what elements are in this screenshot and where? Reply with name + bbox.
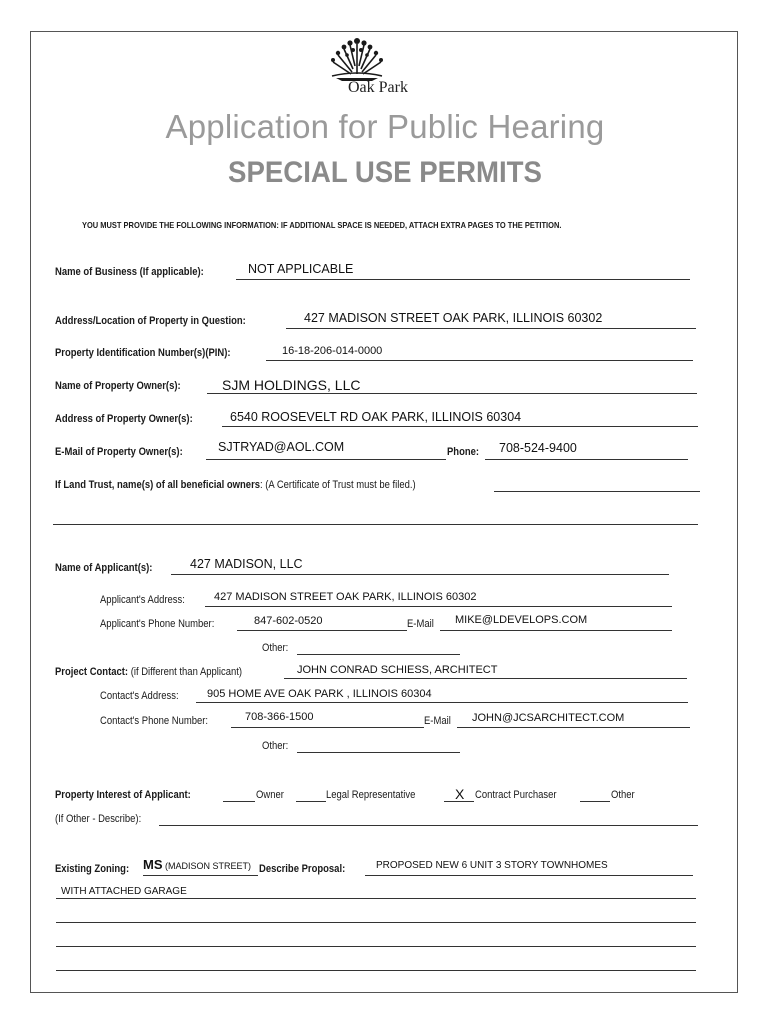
legal-rep-option: Legal Representative: [326, 789, 416, 801]
owner-email-value[interactable]: SJTRYAD@AOL.COM: [218, 440, 345, 454]
instructions: YOU MUST PROVIDE THE FOLLOWING INFORMATION: IF ADDITIONAL SPACE IS NEEDED, ATTACH EXTRA PAGES TO THE PETITION.: [82, 220, 562, 230]
existing-zoning-label: Existing Zoning:: [55, 863, 130, 875]
pin-value[interactable]: 16-18-206-014-0000: [282, 345, 383, 357]
owner-name-line: [207, 393, 697, 394]
contact-other-label: Other:: [262, 740, 289, 752]
existing-zoning-note: (MADISON STREET): [165, 861, 252, 871]
owner-name-label: Name of Property Owner(s):: [55, 380, 181, 392]
contact-email-label: E-Mail: [424, 715, 451, 727]
form-subtitle: SPECIAL USE PERMITS: [228, 156, 542, 189]
pin-line: [266, 360, 693, 361]
logo-text: Oak Park: [348, 79, 408, 96]
owner-address-label: Address of Property Owner(s):: [55, 413, 193, 425]
other-option: Other: [611, 789, 635, 801]
proposal-line-5[interactable]: [56, 970, 696, 971]
proposal-line-3[interactable]: [56, 922, 696, 923]
existing-zoning-line: [143, 875, 258, 876]
business-name-value[interactable]: NOT APPLICABLE: [248, 262, 354, 276]
form-title: Application for Public Hearing: [165, 108, 605, 145]
contact-phone-value[interactable]: 708-366-1500: [245, 711, 314, 723]
owner-name-value[interactable]: SJM HOLDINGS, LLC: [222, 377, 361, 393]
land-trust-line-2[interactable]: [53, 524, 698, 525]
other-option-line[interactable]: [580, 801, 610, 802]
applicant-phone-line: [237, 630, 407, 631]
contact-address-value[interactable]: 905 HOME AVE OAK PARK , ILLINOIS 60304: [207, 688, 432, 700]
contact-phone-label: Contact's Phone Number:: [100, 715, 209, 727]
pin-label: Property Identification Number(s)(PIN):: [55, 347, 231, 359]
applicant-name-line: [171, 574, 669, 575]
project-contact-line: [284, 678, 687, 679]
owner-phone-label: Phone:: [447, 446, 480, 458]
owner-option: Owner: [256, 789, 284, 801]
tree-logo-icon: [322, 36, 392, 82]
land-trust-label: If Land Trust, name(s) of all beneficial owners: (A Certificate of Trust must be filed.): [55, 479, 416, 491]
existing-zoning-value[interactable]: MS: [143, 857, 163, 872]
contact-email-line: [457, 727, 690, 728]
describe-proposal-value-2[interactable]: WITH ATTACHED GARAGE: [61, 886, 187, 897]
project-contact-value[interactable]: JOHN CONRAD SCHIESS, ARCHITECT: [297, 664, 498, 676]
owner-address-line: [222, 426, 698, 427]
proposal-line-2: [56, 898, 696, 899]
business-name-label: Name of Business (If applicable):: [55, 266, 204, 278]
applicant-email-label: E-Mail: [407, 618, 434, 630]
contact-email-value[interactable]: JOHN@JCSARCHITECT.COM: [472, 712, 625, 724]
applicant-name-value[interactable]: 427 MADISON, LLC: [190, 557, 303, 571]
land-trust-line[interactable]: [494, 491, 700, 492]
applicant-email-line: [440, 630, 672, 631]
contact-address-label: Contact's Address:: [100, 690, 179, 702]
business-name-line: [236, 279, 690, 280]
contact-other-line[interactable]: [297, 752, 460, 753]
contact-phone-line: [231, 727, 424, 728]
contact-address-line: [196, 702, 688, 703]
applicant-name-label: Name of Applicant(s):: [55, 562, 153, 574]
owner-address-value[interactable]: 6540 ROOSEVELT RD OAK PARK, ILLINOIS 60304: [230, 410, 522, 424]
applicant-address-line: [205, 606, 672, 607]
applicant-other-line[interactable]: [297, 654, 460, 655]
project-contact-label: Project Contact: (if Different than Applicant): [55, 666, 243, 678]
contract-purchaser-mark[interactable]: X: [455, 786, 465, 802]
property-address-line: [286, 328, 696, 329]
describe-proposal-line: [365, 875, 693, 876]
property-address-value[interactable]: 427 MADISON STREET OAK PARK, ILLINOIS 60302: [304, 311, 603, 325]
owner-phone-value[interactable]: 708-524-9400: [499, 441, 577, 455]
applicant-phone-value[interactable]: 847-602-0520: [254, 615, 323, 627]
describe-proposal-value[interactable]: PROPOSED NEW 6 UNIT 3 STORY TOWNHOMES: [376, 860, 608, 871]
applicant-email-value[interactable]: MIKE@LDEVELOPS.COM: [455, 614, 588, 626]
owner-email-line: [206, 459, 446, 460]
applicant-address-value[interactable]: 427 MADISON STREET OAK PARK, ILLINOIS 60302: [214, 591, 477, 603]
property-interest-label: Property Interest of Applicant:: [55, 789, 191, 801]
owner-email-label: E-Mail of Property Owner(s):: [55, 446, 183, 458]
owner-phone-line: [485, 459, 688, 460]
other-describe-line[interactable]: [159, 825, 698, 826]
other-describe-label: (If Other - Describe):: [55, 813, 142, 825]
applicant-phone-label: Applicant's Phone Number:: [100, 618, 215, 630]
oak-park-logo: [318, 36, 414, 98]
describe-proposal-label: Describe Proposal:: [259, 863, 346, 875]
proposal-line-4[interactable]: [56, 946, 696, 947]
property-address-label: Address/Location of Property in Question:: [55, 315, 246, 327]
contract-purchaser-option: Contract Purchaser: [475, 789, 557, 801]
legal-rep-option-line[interactable]: [296, 801, 326, 802]
applicant-address-label: Applicant's Address:: [100, 594, 185, 606]
applicant-other-label: Other:: [262, 642, 289, 654]
owner-option-line[interactable]: [223, 801, 255, 802]
